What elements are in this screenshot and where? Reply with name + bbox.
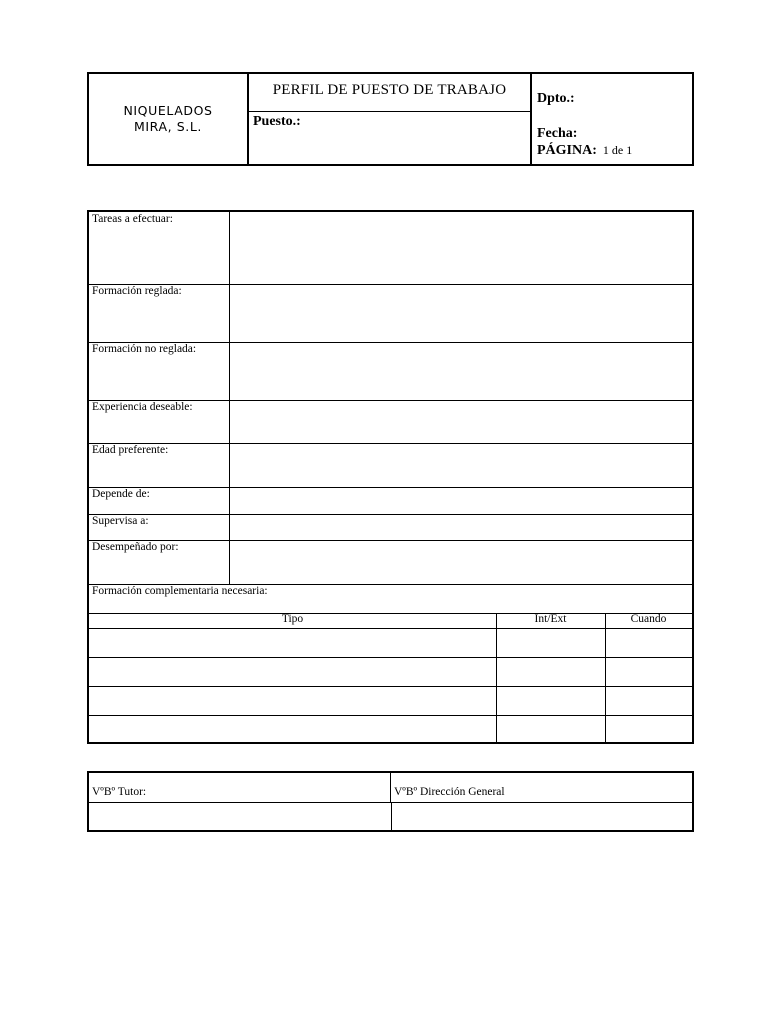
- header-meta-cell: [532, 74, 692, 164]
- direccion-label: VºBº Dirección General: [394, 786, 505, 798]
- form-row-depende: [89, 487, 692, 515]
- column-header-int-ext: Int/Ext: [496, 613, 606, 628]
- form-row-label: Desempeñado por:: [89, 540, 230, 584]
- signature-table: [87, 771, 694, 832]
- form-row-supervisa: [89, 514, 692, 541]
- table-row: [89, 715, 692, 742]
- depende-field[interactable]: [230, 487, 692, 514]
- table-row: [89, 628, 692, 658]
- int-ext-cell[interactable]: [496, 628, 606, 657]
- form-row-edad: [89, 443, 692, 488]
- tareas-field[interactable]: [230, 212, 692, 284]
- form-row-label: Supervisa a:: [89, 514, 230, 540]
- cuando-cell[interactable]: [605, 628, 692, 657]
- cuando-cell[interactable]: [605, 686, 692, 715]
- desempenado-field[interactable]: [230, 540, 692, 584]
- tutor-label: VºBº Tutor:: [89, 773, 391, 802]
- formacion-no-reglada-field[interactable]: [230, 342, 692, 400]
- cuando-cell[interactable]: [605, 715, 692, 742]
- complementaria-label: Formación complementaria necesaria:: [92, 585, 268, 597]
- form-row-label: Experiencia deseable:: [89, 400, 230, 443]
- form-row-label: Tareas a efectuar:: [89, 212, 230, 284]
- table-row: [89, 686, 692, 716]
- tipo-cell[interactable]: [89, 628, 497, 657]
- form-row-formacion-reglada: [89, 284, 692, 343]
- form-row-formacion-no-reglada: [89, 342, 692, 401]
- pagina-field: [537, 143, 632, 159]
- form-row-label: Edad preferente:: [89, 443, 230, 487]
- company-name-line2: MIRA, S.L.: [134, 119, 202, 134]
- training-table-header: [89, 613, 692, 629]
- document-title: PERFIL DE PUESTO DE TRABAJO: [249, 74, 530, 112]
- tipo-cell[interactable]: [89, 686, 497, 715]
- int-ext-cell[interactable]: [496, 715, 606, 742]
- table-row: [89, 657, 692, 687]
- document-header: [87, 72, 694, 166]
- experiencia-field[interactable]: [230, 400, 692, 443]
- fecha-label: Fecha:: [537, 126, 578, 141]
- profile-form-table: [87, 210, 694, 744]
- int-ext-cell[interactable]: [496, 657, 606, 686]
- form-row-experiencia: [89, 400, 692, 444]
- tipo-cell[interactable]: [89, 657, 497, 686]
- form-row-label: Formación no reglada:: [89, 342, 230, 400]
- form-row-desempenado: [89, 540, 692, 585]
- edad-field[interactable]: [230, 443, 692, 487]
- form-row-tareas: [89, 212, 692, 285]
- formacion-reglada-field[interactable]: [230, 284, 692, 342]
- puesto-label: Puesto.:: [253, 114, 301, 129]
- pagina-value: 1 de 1: [602, 143, 633, 157]
- form-row-complementaria: [89, 584, 692, 614]
- tipo-cell[interactable]: [89, 715, 497, 742]
- supervisa-field[interactable]: [230, 514, 692, 540]
- tutor-signature-field[interactable]: [89, 802, 392, 830]
- company-name: [89, 74, 249, 164]
- form-row-label: Depende de:: [89, 487, 230, 514]
- column-header-tipo: Tipo: [89, 613, 497, 628]
- header-title-cell: [249, 74, 532, 164]
- int-ext-cell[interactable]: [496, 686, 606, 715]
- column-header-cuando: Cuando: [630, 613, 667, 625]
- dpto-label: Dpto.:: [537, 91, 575, 106]
- cuando-cell[interactable]: [605, 657, 692, 686]
- pagina-label: PÁGINA:: [537, 143, 597, 158]
- signature-labels-row: [89, 773, 692, 803]
- form-row-label: Formación reglada:: [89, 284, 230, 342]
- company-name-line1: NIQUELADOS: [123, 103, 213, 118]
- direccion-signature-field[interactable]: [391, 802, 692, 830]
